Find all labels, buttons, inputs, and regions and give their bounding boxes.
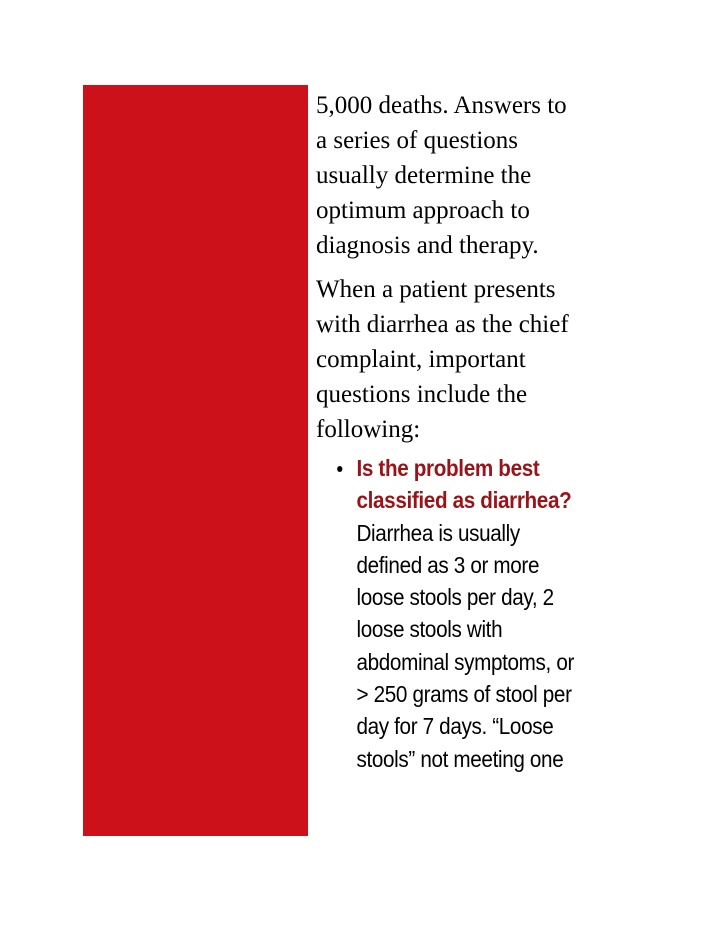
paragraph-deaths-answers xyxy=(316,88,646,263)
bullet-body-line: abdominal symptoms, or xyxy=(356,648,575,675)
bullet-body-line: defined as 3 or more xyxy=(356,551,540,578)
bullet-body-line: day for 7 days. “Loose xyxy=(356,713,554,740)
paragraph-line: questions include the xyxy=(316,381,528,408)
paragraph-line: optimum approach to xyxy=(316,197,530,224)
bullet-heading-line: classified as diarrhea? xyxy=(356,487,572,514)
paragraph-patient-presents xyxy=(316,272,646,447)
paragraph-line: with diarrhea as the chief xyxy=(316,311,569,338)
bullet-body-line: stools” not meeting one xyxy=(356,745,564,772)
paragraph-line: following: xyxy=(316,416,421,443)
paragraph-line: a series of questions xyxy=(316,127,519,154)
bullet-body-line: loose stools per day, 2 xyxy=(356,584,554,611)
bullet-body-line: loose stools with xyxy=(356,616,503,643)
red-sidebar-block xyxy=(83,85,308,836)
paragraph-line: 5,000 deaths. Answers to xyxy=(316,92,567,119)
text-column xyxy=(316,88,646,775)
bullet-body-line: > 250 grams of stool per xyxy=(356,681,572,708)
paragraph-line: usually determine the xyxy=(316,162,532,189)
paragraph-line: When a patient presents xyxy=(316,276,556,303)
paragraph-line: diagnosis and therapy. xyxy=(316,232,539,259)
bullet-dot-icon xyxy=(337,466,342,472)
paragraph-line: complaint, important xyxy=(316,346,526,373)
bullet-list-item xyxy=(316,452,606,775)
bullet-heading-line: Is the problem best xyxy=(356,455,540,481)
bullet-body-line: Diarrhea is usually xyxy=(356,519,520,546)
